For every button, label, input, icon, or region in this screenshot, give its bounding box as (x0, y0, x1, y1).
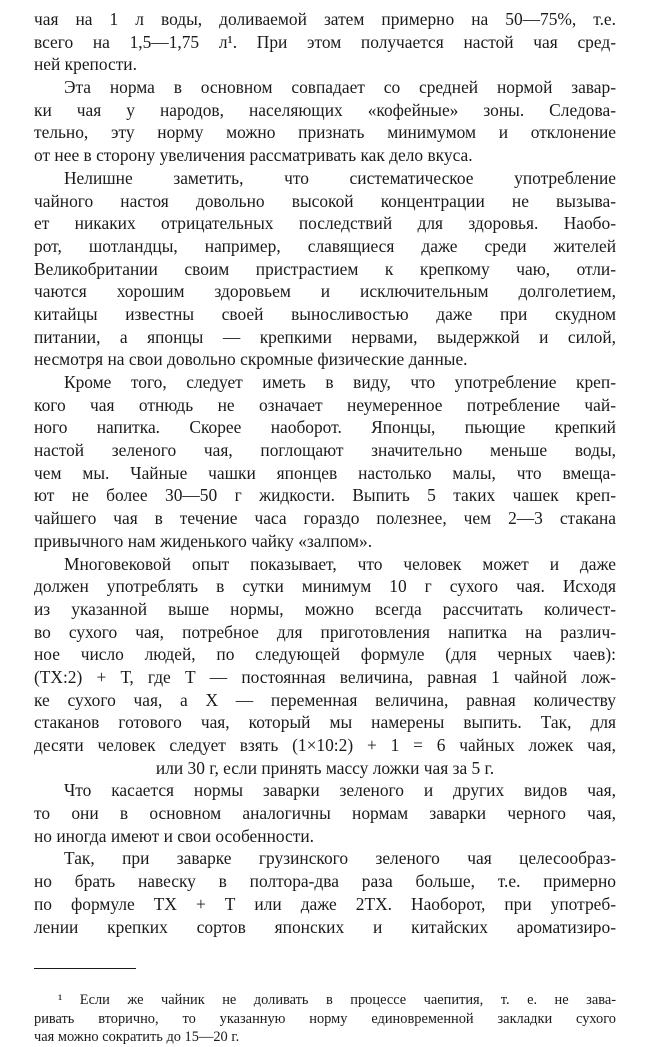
text-line: от нее в сторону увеличения рассматривать как дело вкуса. (34, 145, 473, 166)
text-line: чайшего чая в течение часа гораздо полезнее, чем 2—3 стакана (34, 508, 616, 529)
text-line: ки чая у народов, населяющих «кофейные» зоны. Следова- (34, 99, 616, 120)
text-line: чайного настоя довольно высокой концентрации не вызыва- (34, 190, 616, 211)
text-line: из указанной выше нормы, можно всегда рассчитать количест- (34, 598, 616, 619)
paragraph-first-line: Нелишне заметить, что систематическое употребление (64, 167, 616, 188)
body-text (34, 8, 616, 938)
text-line: ют не более 30—50 г жидкости. Выпить 5 таких чашек креп- (34, 485, 616, 506)
text-line: всего на 1,5—1,75 л¹. При этом получается настой чая сред- (34, 31, 616, 52)
text-line: тельно, эту норму можно признать минимумом и отклонение (34, 122, 616, 143)
text-line: но брать навеску в полтора-два раза больше, т.е. примерно (34, 871, 616, 892)
text-line: чаются хорошим здоровьем и исключительным долголетием, (34, 281, 616, 302)
text-line: во сухого чая, потребное для приготовления напитка на различ- (34, 621, 616, 642)
text-line: ней крепости. (34, 54, 137, 75)
text-line: кого чая отнюдь не означает неумеренное потребление чай- (34, 394, 616, 415)
text-line: ке сухого чая, а X — переменная величина, равная количеству (34, 689, 616, 710)
paragraph-first-line: Кроме того, следует иметь в виду, что употребление креп- (64, 372, 616, 392)
paragraph-first-line: Многовековой опыт показывает, что человек может и даже (64, 553, 616, 574)
footnote-line: ривать вторично, то указанную норму единовременной закладки сухого (34, 1010, 616, 1027)
text-line: по формуле ТХ + Т или даже 2ТХ. Наоборот, при употреб- (34, 893, 616, 914)
text-line: настой зеленого чая, поглощают значительно меньше воды, (34, 440, 616, 461)
text-line: или 30 г, если принять массу ложки чая за 5 г. (155, 757, 495, 778)
footnote-line: чая можно сократить до 15—20 г. (34, 1029, 240, 1046)
text-line: стаканов готового чая, который мы намерены выпить. Так, для (34, 712, 616, 733)
paragraph-first-line: Так, при заварке грузинского зеленого чая целесообраз- (64, 848, 616, 869)
text-line: должен употреблять в сутки минимум 10 г сухого чая. Исходя (34, 576, 616, 597)
footnote-divider (34, 968, 136, 969)
text-line: Великобритании своим пристрастием к крепкому чаю, отли- (34, 258, 616, 279)
text-line: ет никаких отрицательных последствий для здоровья. Наобо- (34, 213, 616, 234)
text-line: рот, шотландцы, например, славящиеся даже среди жителей (34, 235, 616, 256)
book-page (34, 8, 616, 1047)
text-line: питании, а японцы — крепкими нервами, выдержкой и силой, (34, 326, 616, 347)
text-line: чая на 1 л воды, доливаемой затем примерно на 50—75%, т.е. (34, 9, 616, 29)
text-line: то они в основном аналогичны нормам заварки черного чая, (34, 803, 616, 824)
text-line: чем мы. Чайные чашки японцев настолько малы, что вмеща- (34, 462, 616, 483)
text-line: ное число людей, по следующей формуле (для черных чаев): (34, 644, 616, 665)
formula-line: (ТХ:2) + Т, где Т — постоянная величина, равная 1 чайной лож- (34, 666, 616, 687)
text-line: но иногда имеют и свои особенности. (34, 825, 314, 846)
text-line: ного напитка. Скорее наоборот. Японцы, пьющие крепкий (34, 417, 616, 438)
paragraph-first-line: Эта норма в основном совпадает со средней нормой завар- (64, 77, 616, 98)
paragraph-first-line: Что касается нормы заварки зеленого и других видов чая, (64, 780, 616, 801)
text-line: несмотря на свои довольно скромные физические данные. (34, 349, 468, 370)
footnote (34, 991, 616, 1047)
text-line: привычного нам жиденького чайку «залпом». (34, 530, 373, 551)
formula-example-line: десяти человек следует взять (1×10:2) + 1 = 6 чайных ложек чая, (34, 735, 616, 755)
text-line: китайцы известны своей выносливостью даже при скудном (34, 303, 616, 324)
footnote-line: ¹ Если же чайник не доливать в процессе чаепития, т. е. не зава- (58, 992, 616, 1009)
text-line: лении крепких сортов японских и китайских ароматизиро- (34, 916, 616, 937)
